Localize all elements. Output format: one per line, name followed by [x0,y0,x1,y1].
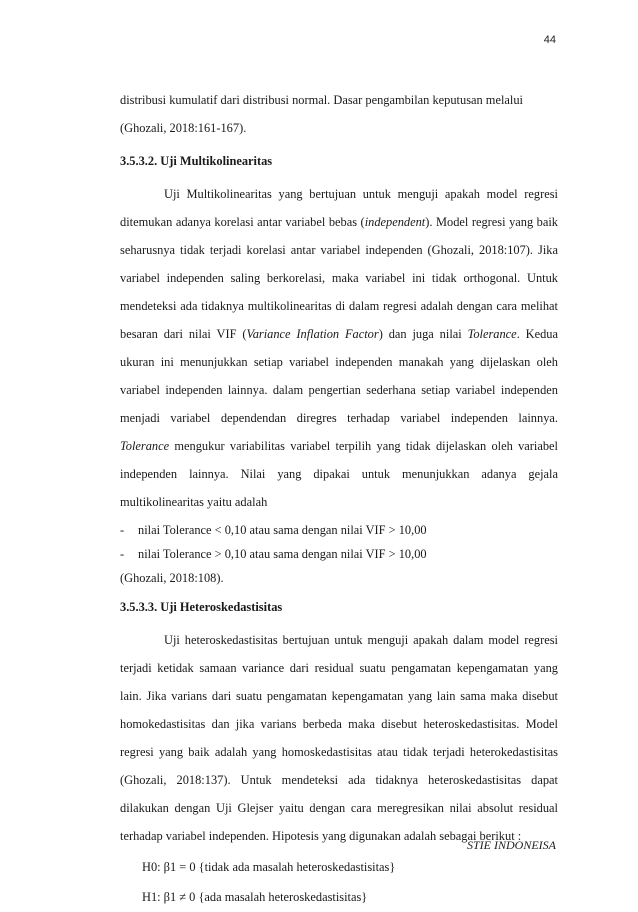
page-body [120,86,558,912]
italic-term: independent [364,215,426,229]
italic-term: Variance Inflation Factor [246,327,379,341]
criteria-list [120,518,558,590]
hypothesis-h1: H1: β1 ≠ 0 {ada masalah heteroskedastisitas} [142,890,368,904]
heteroskedastisitas-paragraph: Uji heteroskedastisitas bertujuan untuk menguji apakah dalam model regresi terjadi ketidak samaan variance dari residual suatu pengamatan kepengamatan yang lain. Jika varians dari suatu pengamatan kepengamatan yang lain sama maka disebut homokedastisitas dan jika varians berbeda maka disebut heteroskedastisitas. Model regresi yang baik adalah yang homoskedastisitas atau tidak terjadi heterokedastisitas (Ghozali, 2018:137). Untuk mendeteksi ada tidaknya heteroskedastisitas dapat dilakukan dengan Uji Glejser yaitu dengan cara meregresikan nilai absolut residual terhadap variabel independen. Hipotesis yang digunakan adalah sebagai berikut : [120,633,558,843]
citation: (Ghozali, 2018:108). [120,571,224,585]
section-heading-heteroskedastisitas: 3.5.3.3. Uji Heteroskedastisitas [120,600,283,614]
multikolinearitas-paragraph [120,180,558,516]
list-item-text: nilai Tolerance < 0,10 atau sama dengan nilai VIF > 10,00 [138,523,427,537]
intro-line-1: distribusi kumulatif dari distribusi normal. Dasar pengambilan keputusan melalui [120,93,523,107]
list-item [120,542,558,566]
page-number: 44 [543,34,556,46]
text-segment: ). Model regresi yang baik seharusnya tidak terjadi korelasi antar variabel independen (Ghozali, 2018:107). Jika variabel independen saling berkorelasi, maka variabel ini tidak orthogonal. Untuk mendeteksi ada tidaknya multikolinearitas di dalam regresi adalah dengan cara melihat besaran dari nilai VIF ( [120,215,558,341]
text-segment: . Kedua ukuran ini menunjukkan setiap variabel independen manakah yang dijelaskan oleh variabel independen lainnya. dalam pengertian sederhana setiap variabel independen menjadi variabel dependendan diregres terhadap variabel independen lainnya. [120,327,558,425]
intro-line-2: (Ghozali, 2018:161-167). [120,121,247,135]
list-dash: - [120,547,125,561]
section-heading-multikolinearitas: 3.5.3.2. Uji Multikolinearitas [120,154,273,168]
list-item [120,518,558,542]
intro-paragraph [120,86,558,142]
list-dash: - [120,523,125,537]
hypothesis-h0: H0: β1 = 0 {tidak ada masalah heteroskedastisitas} [142,860,396,874]
list-item-text: nilai Tolerance > 0,10 atau sama dengan nilai VIF > 10,00 [138,547,427,561]
text-segment: Uji Multikolinearitas yang bertujuan untuk menguji apakah model regresi ditemukan adanya korelasi antar variabel bebas ( [120,187,558,229]
italic-term: Tolerance [120,439,170,453]
text-segment: mengukur variabilitas variabel terpilih yang tidak dijelaskan oleh variabel independen lainnya. Nilai yang dipakai untuk menunjukkan adanya gejala multikolinearitas yaitu adalah [120,439,558,509]
text-segment: ) dan juga nilai [378,327,468,341]
footer-institution: STIE INDONEISA [467,838,556,852]
italic-term: Tolerance [467,327,517,341]
